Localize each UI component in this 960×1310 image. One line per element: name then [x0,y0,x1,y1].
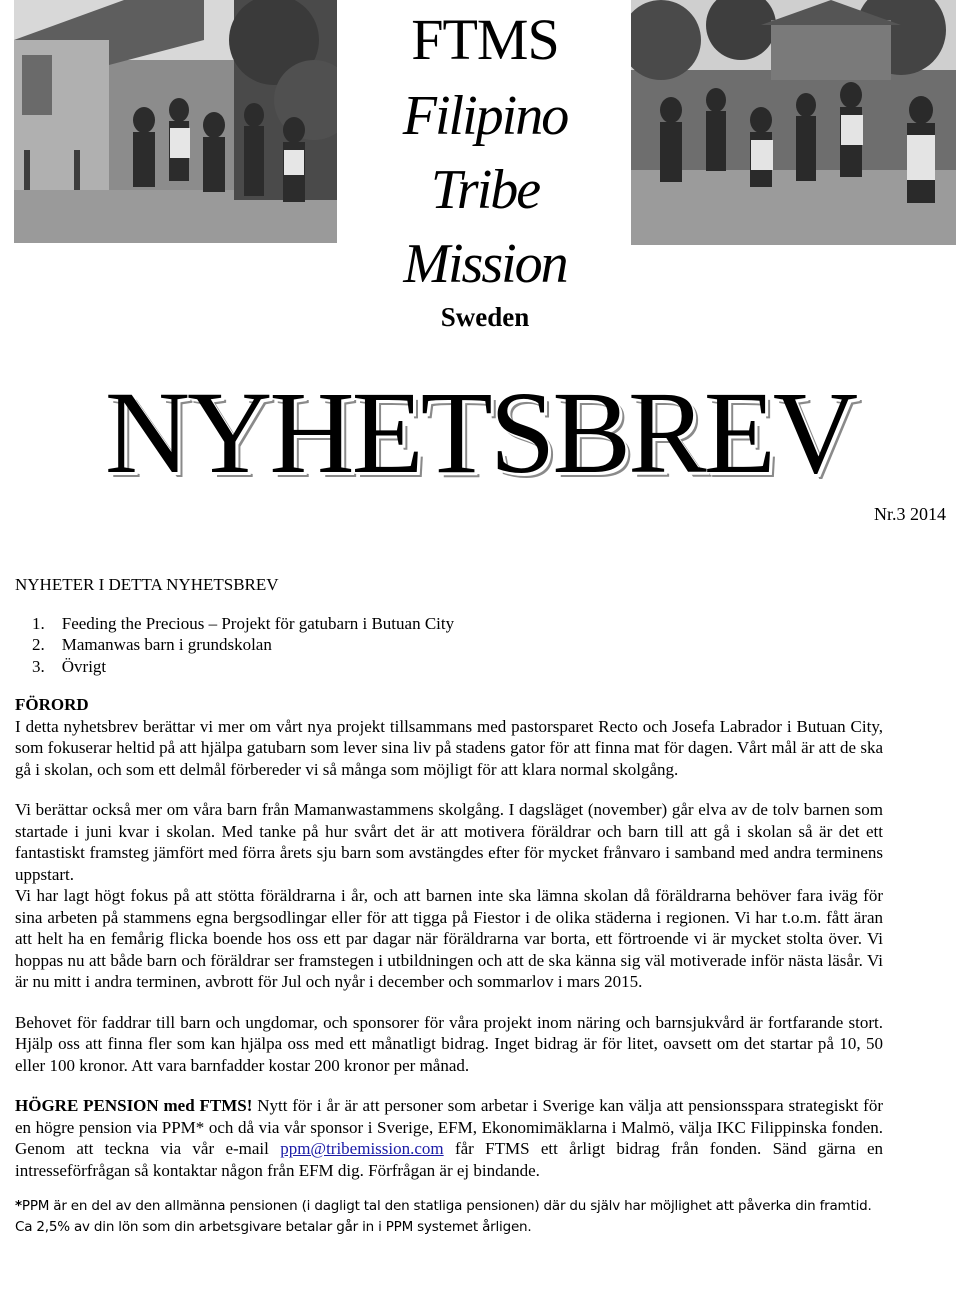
section-heading-forord: FÖRORD [15,695,89,714]
org-name-line-1: Filipino [402,85,568,147]
pension-paragraph [15,1095,883,1181]
photo-community-house [14,0,337,243]
ppm-email-link[interactable]: ppm@tribemission.com [280,1139,444,1158]
toc-item-label: Övrigt [61,656,107,676]
toc-item-number: 2. [32,635,45,654]
forord-paragraph-2: Vi berättar också mer om våra barn från Mamanwastammens skolgång. I dagsläget (november) går elva av de tolv barnen som startade i juni kvar i skolan. Med tanke på hur svårt det är att motivera föräldrar och barn till att gå i skolan så är det ett fantastiskt framsteg jämfört med förra årets sju barn som avstängdes efter för mycket frånvaro i samband med andra terminens uppstart. [15,800,883,884]
forord-paragraph-4: Behovet för faddrar till barn och ungdomar, och sponsorer för våra projekt inom näring och barnsjukvård är fortfarande stort. Hjälp oss att finna fler som kan hjälpa oss med ett månatligt bidrag. Inget bidrag är för litet, oavsett om det startar på 10, 50 eller 100 kronor. Att vara barnfadder kostar 200 kronor per månad. [15,1012,883,1075]
pension-text-before: Nytt för i år är att personer som arbetar i Sverige kan välja att pensionsspara strategiskt för en högre pension via PPM* och då via vår sponsor i Sverige, EFM, Ekonomimäklarna i Malmö, välja IKC Filippinska fonden. Genom att teckna via vår e-mail [15,1096,883,1158]
footnote [15,1196,883,1238]
pension-text-after: får FTMS ett årligt bidrag från fonden. Sänd gärna en intresseförfrågan så kontaktar någon från EFM dig. Förfrågan är ej bindande. [15,1139,883,1180]
toc-item [32,656,883,678]
toc-item-label: Feeding the Precious – Projekt för gatubarn i Butuan City [61,613,455,633]
toc-item-number: 3. [32,656,45,676]
photo-village-gathering [631,0,956,245]
toc-item [32,634,883,656]
newsletter-masthead: NYHETSBREV [104,367,856,498]
toc-title: NYHETER I DETTA NYHETSBREV [15,575,279,594]
pension-heading: HÖGRE PENSION med FTMS! [15,1096,253,1115]
newsletter-body [15,574,883,1238]
org-abbreviation: FTMS [411,7,559,72]
footnote-text: PPM är en del av den allmänna pensionen (i dagligt tal den statliga pensionen) där du själv har möjlighet att påverka din framtid. Ca 2,5% av din lön som din arbetsgivare betalar går in i PPM systemet årligen. [15,1198,872,1235]
issue-number: Nr.3 2014 [874,504,946,524]
toc-list [15,613,883,678]
forord-paragraph-1: I detta nyhetsbrev berättar vi mer om vårt nya projekt tillsammans med pastorsparet Recto och Josefa Labrador i Butuan City, som fokuserar heltid på att hjälpa gatubarn som lever sina liv på stadens gator för att finna mat för dagen. Vårt mål är att de ska gå i skolan, och som ett delmål förbereder vi så många som möjligt för att klara normal skolgång. [15,716,883,779]
footnote-mark: * [15,1198,22,1214]
org-name-line-2: Tribe [430,159,540,221]
forord-paragraph-3: Vi har lagt högt fokus på att stötta föräldrarna i år, och att barnen inte ska lämna skolan då föräldrarna behöver fara iväg för sina arbeten på stammens egna bergsodlingar eller för att tigga på Fiestor i de olika städerna i regionen. Vi har t.o.m. fått äran att helt ha en femårig flicka boende hos oss ett par dagar när föräldrarna var borta, ett förtroende vi är mycket stolta över. Vi hoppas nu att både barn och föräldrar ser framstegen i utbildningen och att de ska känna sig väl motiverade inför nästa läsår. Vi är nu mitt i andra terminen, avbrott för Jul och nyår i december och sommarlov i mars 2015. [15,886,883,991]
org-country: Sweden [440,302,530,332]
toc-item [32,613,883,635]
toc-item-label: Mamanwas barn i grundskolan [61,635,272,654]
toc-item-number: 1. [32,613,45,633]
org-name-line-3: Mission [403,233,567,295]
